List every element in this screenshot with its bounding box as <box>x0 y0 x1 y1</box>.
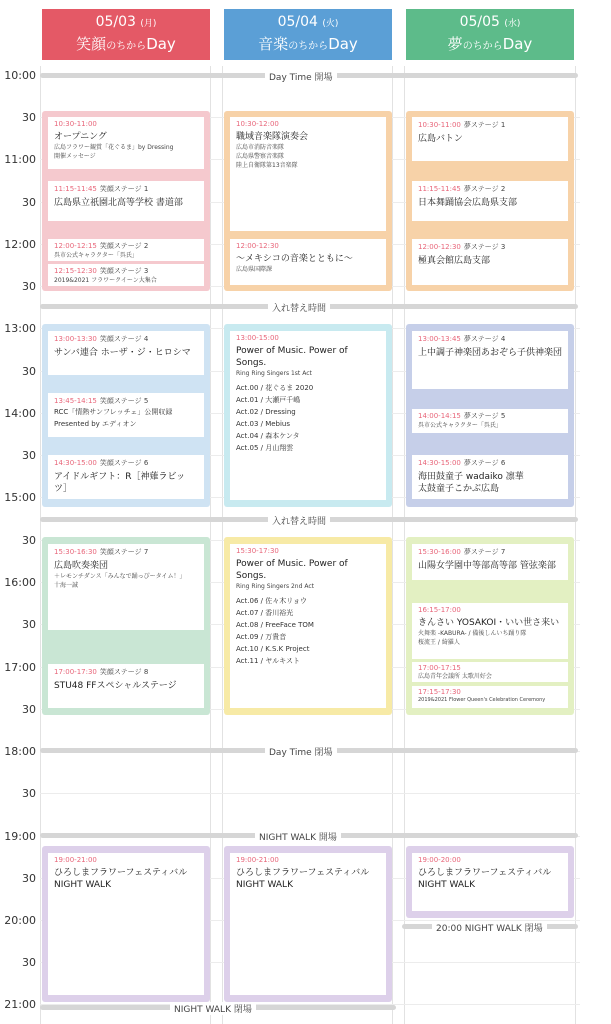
act-item: Act.03 / Mebius <box>236 420 291 428</box>
block-d3-night <box>406 846 574 918</box>
event-name: ひろしまフラワーフェスティバル <box>418 868 552 878</box>
time-label: 30 <box>22 111 36 124</box>
night-close-label-day3: 20:00 NIGHT WALK 閉場 <box>432 921 547 934</box>
event-name: 日本舞踊協会広島県支部 <box>418 198 518 208</box>
event-card[interactable] <box>230 239 386 285</box>
event-time: 13:00-13:30 <box>54 335 97 343</box>
act-item: Act.11 / ヤルキスト <box>236 657 300 665</box>
event-card[interactable] <box>412 603 568 659</box>
event-name: RCC「情熱サンフレッチェ」公開収録 <box>54 408 173 416</box>
event-card[interactable] <box>412 117 568 161</box>
grid-line <box>210 66 211 1024</box>
event-name: 広島県立祇園北高等学校 書道部 <box>54 198 183 208</box>
time-label: 10:00 <box>4 69 36 82</box>
event-time: 12:00-12:15 <box>54 242 97 250</box>
event-time: 17:15-17:30 <box>418 688 461 696</box>
event-sub: Presented by エディオン <box>54 420 137 428</box>
event-card[interactable] <box>412 181 568 221</box>
event-card[interactable] <box>48 117 204 169</box>
act-item: Act.01 / 大瀬戸千嶋 <box>236 396 301 404</box>
time-label: 30 <box>22 703 36 716</box>
time-label: 21:00 <box>4 998 36 1011</box>
event-stage: 夢ステージ 1 <box>463 121 506 129</box>
day-date: 05/04 <box>277 14 318 30</box>
event-name: Power of Music. Power of Songs. <box>236 346 348 368</box>
block-d2-afternoon <box>224 324 392 507</box>
block-d3-evening <box>406 537 574 715</box>
event-name: オープニング <box>54 132 107 142</box>
event-name: Power of Music. Power of Songs. <box>236 559 348 581</box>
event-time: 19:00-21:00 <box>54 856 97 864</box>
event-time: 11:15-11:45 <box>418 185 461 193</box>
event-stage: 笑顔ステージ 2 <box>99 242 149 250</box>
act-item: Act.07 / 香川裕光 <box>236 609 294 617</box>
event-name: 海田鼓童子 wadaiko 凛華 <box>418 472 524 482</box>
daytime-open-label: Day Time 開場 <box>265 70 337 83</box>
block-d3-afternoon <box>406 324 574 507</box>
event-stage: 夢ステージ 7 <box>463 548 506 556</box>
block-d1-evening <box>42 537 210 715</box>
event-name: 太鼓童子こかぶ広島 <box>418 484 500 494</box>
time-label: 16:00 <box>4 576 36 589</box>
event-time: 10:30-11:00 <box>54 120 97 128</box>
event-sub: 桜流王 / 綺羅人 <box>418 639 460 646</box>
event-card[interactable] <box>48 455 204 499</box>
day-date: 05/05 <box>459 14 500 30</box>
grid-line <box>40 66 41 1024</box>
event-stage: 笑顔ステージ 1 <box>99 185 149 193</box>
act-item: Act.10 / K.S.K Project <box>236 645 310 653</box>
event-sub: ＋レモンチダンス「みんなで踊っぴータイム！」 <box>54 573 186 580</box>
event-sub: 広島市消防音楽隊 <box>236 144 285 151</box>
act-item: Act.02 / Dressing <box>236 408 296 416</box>
event-name: 広島青年会議所 太歌川好会 <box>418 673 492 680</box>
day-weekday: 水 <box>507 19 517 29</box>
day-date: 05/03 <box>95 14 136 30</box>
event-time: 17:00-17:15 <box>418 664 461 672</box>
time-label: 12:00 <box>4 238 36 251</box>
event-time: 16:15-17:00 <box>418 606 461 614</box>
event-card[interactable] <box>412 409 568 433</box>
act-item: Act.09 / 万貴音 <box>236 633 287 641</box>
event-stage: 笑顔ステージ 4 <box>99 335 149 343</box>
event-name: 極真会館広島支部 <box>418 256 491 266</box>
event-name: 2019&2021 Flower Queen's Celebration Ceremony <box>418 697 546 703</box>
time-label: 14:00 <box>4 407 36 420</box>
event-time: 13:00-15:00 <box>236 334 279 342</box>
grid-line <box>575 66 576 1024</box>
event-sub: 十海一誠 <box>54 582 79 589</box>
event-card[interactable] <box>412 853 568 911</box>
day-header-0505: 05/05 (水) 夢のちからDay <box>406 9 574 60</box>
event-name: アイドルギフト：R［神薙ラビッツ］ <box>54 472 186 494</box>
event-name: 広島吹奏楽団 <box>54 561 109 571</box>
event-name: ひろしまフラワーフェスティバル <box>54 868 188 878</box>
event-name: NIGHT WALK <box>236 880 293 890</box>
event-name: NIGHT WALK <box>418 880 475 890</box>
day-suffix: のちから <box>462 41 503 52</box>
event-time: 13:45-14:15 <box>54 397 97 405</box>
event-time: 13:00-13:45 <box>418 335 461 343</box>
night-close-label: NIGHT WALK 閉場 <box>170 1002 256 1015</box>
event-time: 14:30-15:00 <box>54 459 97 467</box>
time-label: 18:00 <box>4 745 36 758</box>
time-label: 30 <box>22 618 36 631</box>
time-label: 30 <box>22 534 36 547</box>
event-stage: 笑顔ステージ 7 <box>99 548 149 556</box>
time-label: 15:00 <box>4 491 36 504</box>
event-name: きんさい YOSAKOI・いい世さ来い <box>418 618 560 628</box>
event-name: 上中調子神楽団あおぞら子供神楽団 <box>418 348 563 358</box>
day-day: Day <box>502 35 533 53</box>
event-stage: 笑顔ステージ 8 <box>99 668 149 676</box>
event-name: 呉市公式キャラクター「呉氏」 <box>418 422 502 429</box>
event-name: NIGHT WALK <box>54 880 111 890</box>
block-d1-morning <box>42 111 210 291</box>
event-card[interactable] <box>48 264 204 286</box>
night-open-label: NIGHT WALK 開場 <box>255 830 341 843</box>
day-header-0503: 05/03 (月) 笑顔のちからDay <box>42 9 210 60</box>
event-time: 15:30-16:00 <box>418 548 461 556</box>
time-label: 11:00 <box>4 153 36 166</box>
event-card[interactable] <box>48 239 204 261</box>
event-card[interactable] <box>412 239 568 285</box>
event-name: 呉市公式キャラクター「呉氏」 <box>54 252 138 259</box>
day-suffix: のちから <box>288 41 329 52</box>
event-sub: 開催メッセージ <box>54 153 96 160</box>
event-stage: 笑顔ステージ 3 <box>99 267 149 275</box>
event-card[interactable] <box>48 664 204 708</box>
event-time: 19:00-21:00 <box>236 856 279 864</box>
event-stage: 夢ステージ 5 <box>463 412 506 420</box>
block-d2-evening <box>224 537 392 715</box>
event-stage: 夢ステージ 3 <box>463 243 506 251</box>
event-sub: 陸上自衛隊第13音楽隊 <box>236 162 298 169</box>
day-suffix: のちから <box>106 41 147 52</box>
day-weekday: 月 <box>143 19 153 29</box>
event-card[interactable] <box>48 544 204 630</box>
event-card[interactable] <box>230 331 386 500</box>
day-day: Day <box>146 35 176 53</box>
event-sub: Ring Ring Singers 2nd Act <box>236 583 314 590</box>
day-header-0504: 05/04 (火) 音楽のちからDay <box>224 9 392 60</box>
event-time: 14:00-14:15 <box>418 412 461 420</box>
time-label: 30 <box>22 449 36 462</box>
event-stage: 笑顔ステージ 5 <box>99 397 149 405</box>
time-label: 30 <box>22 196 36 209</box>
time-label: 19:00 <box>4 830 36 843</box>
event-card[interactable] <box>48 181 204 221</box>
day-title: 笑顔 <box>76 35 107 53</box>
time-label: 30 <box>22 280 36 293</box>
event-card[interactable] <box>230 544 386 708</box>
day-day: Day <box>328 35 358 53</box>
event-time: 11:15-11:45 <box>54 185 97 193</box>
event-name: 〜メキシコの音楽とともに〜 <box>236 254 353 264</box>
event-card[interactable] <box>48 331 204 375</box>
event-time: 12:00-12:30 <box>418 243 461 251</box>
event-card[interactable] <box>412 662 568 682</box>
event-name: 職域音楽隊演奏会 <box>236 132 309 142</box>
event-time: 12:15-12:30 <box>54 267 97 275</box>
block-d3-morning <box>406 111 574 291</box>
daytime-close-label: Day Time 閉場 <box>265 745 337 758</box>
event-name: サンバ連合 ホーザ・ジ・ヒロシマ <box>54 348 191 358</box>
event-card[interactable] <box>412 686 568 708</box>
act-item: Act.08 / FreeFace TOM <box>236 621 314 629</box>
event-sub: 広島県警察音楽隊 <box>236 153 285 160</box>
time-label: 30 <box>22 872 36 885</box>
event-sub: 火舞楽 -KABURA- / 備後しんいち踊り隊 <box>418 630 527 637</box>
event-time: 15:30-16:30 <box>54 548 97 556</box>
time-label: 30 <box>22 956 36 969</box>
act-item: Act.00 / 花ぐるま 2020 <box>236 384 314 392</box>
event-sub: 広島県国際課 <box>236 266 273 273</box>
changeover-label: 入れ替え時間 <box>268 301 330 314</box>
event-card[interactable] <box>48 853 204 995</box>
event-time: 14:30-15:00 <box>418 459 461 467</box>
event-name: STU48 FFスペシャルステージ <box>54 681 177 691</box>
time-label: 20:00 <box>4 914 36 927</box>
event-name: ひろしまフラワーフェスティバル <box>236 868 370 878</box>
event-card[interactable] <box>48 393 204 437</box>
time-label: 30 <box>22 365 36 378</box>
event-name: 広島バトン <box>418 134 463 144</box>
day-title: 夢 <box>447 35 463 53</box>
event-time: 19:00-20:00 <box>418 856 461 864</box>
time-label: 30 <box>22 787 36 800</box>
block-d1-afternoon <box>42 324 210 507</box>
event-stage: 夢ステージ 6 <box>463 459 506 467</box>
day-weekday: 火 <box>325 19 335 29</box>
event-time: 17:00-17:30 <box>54 668 97 676</box>
event-stage: 笑顔ステージ 6 <box>99 459 149 467</box>
event-card[interactable] <box>230 853 386 995</box>
block-d2-morning <box>224 111 392 291</box>
event-time: 12:00-12:30 <box>236 242 279 250</box>
event-sub: 広島フラワー観賞「花ぐるま」by Dressing <box>54 144 174 151</box>
event-card[interactable] <box>412 455 568 499</box>
act-item: Act.04 / 森本ケンタ <box>236 432 300 440</box>
event-stage: 夢ステージ 4 <box>463 335 506 343</box>
event-stage: 夢ステージ 2 <box>463 185 506 193</box>
event-time: 15:30-17:30 <box>236 547 279 555</box>
event-time: 10:30-12:00 <box>236 120 279 128</box>
event-name: 2019&2021 フラワークイーン大集合 <box>54 277 157 284</box>
block-d1-night <box>42 846 210 1002</box>
event-card[interactable] <box>412 331 568 389</box>
event-sub: Ring Ring Singers 1st Act <box>236 370 312 377</box>
day-title: 音楽 <box>258 35 289 53</box>
grid-line <box>222 66 223 1024</box>
event-card[interactable] <box>230 117 386 231</box>
time-label: 17:00 <box>4 661 36 674</box>
act-item: Act.05 / 月山翔雲 <box>236 444 294 452</box>
time-label: 13:00 <box>4 322 36 335</box>
event-card[interactable] <box>412 544 568 580</box>
block-d2-night <box>224 846 392 1002</box>
grid-line <box>404 66 405 1024</box>
grid-line <box>40 793 580 794</box>
grid-line <box>392 66 393 1024</box>
act-item: Act.06 / 佐々木リョウ <box>236 597 307 605</box>
event-name: 山陽女学園中等部高等部 管弦楽部 <box>418 561 556 571</box>
changeover-label: 入れ替え時間 <box>268 514 330 527</box>
event-time: 10:30-11:00 <box>418 121 461 129</box>
